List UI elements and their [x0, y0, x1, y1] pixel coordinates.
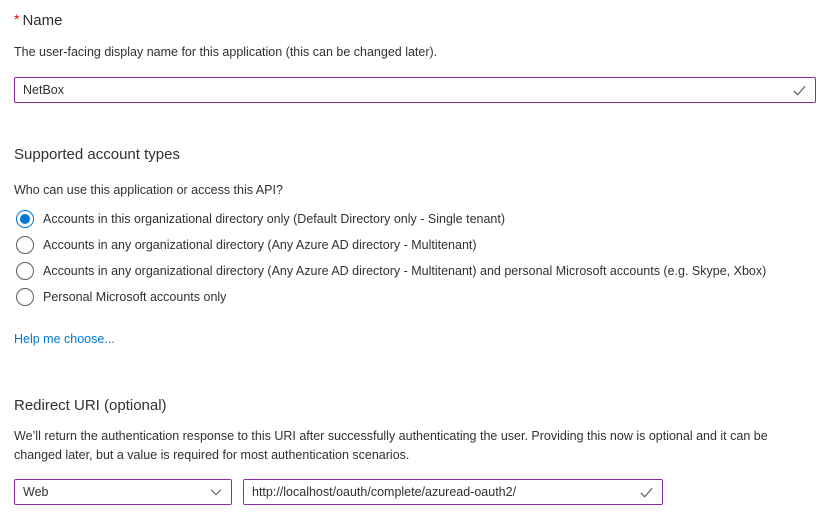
radio-option-personal-only[interactable] [16, 284, 816, 310]
radio-option-label: Personal Microsoft accounts only [43, 290, 227, 304]
redirect-uri-input[interactable] [252, 485, 633, 499]
redirect-uri-controls [14, 479, 816, 505]
redirect-uri-input-wrapper [243, 479, 663, 505]
account-types-heading: Supported account types [14, 146, 180, 163]
help-link-row [14, 330, 816, 348]
name-input-wrapper [14, 77, 816, 103]
radio-option-single-tenant[interactable] [16, 206, 816, 232]
checkmark-icon [639, 485, 654, 500]
redirect-uri-heading: Redirect URI (optional) [14, 397, 167, 414]
platform-select[interactable] [14, 479, 232, 505]
radio-option-label: Accounts in any organizational directory (Any Azure AD directory - Multitenant) [43, 238, 477, 252]
radio-option-multitenant-personal[interactable] [16, 258, 816, 284]
checkmark-icon [792, 83, 807, 98]
app-registration-form [0, 10, 829, 505]
name-section-heading [14, 10, 816, 31]
account-types-question: Who can use this application or access this API? [14, 183, 283, 197]
help-me-choose-link[interactable]: Help me choose... [14, 332, 115, 346]
radio-button-icon[interactable] [16, 262, 34, 280]
radio-button-icon[interactable] [16, 236, 34, 254]
name-input[interactable] [23, 83, 786, 97]
name-description: The user-facing display name for this application (this can be changed later). [14, 45, 438, 59]
radio-button-selected-icon[interactable] [16, 210, 34, 228]
chevron-down-icon [209, 485, 223, 499]
redirect-uri-description: We’ll return the authentication response to this URI after successfully authenticating the user. Providing this now is optional and it can be changed later, but a value is required for most authentication scenarios. [14, 429, 768, 462]
account-types-radio-group [14, 206, 816, 310]
platform-select-value: Web [23, 485, 49, 499]
name-section-title: Name [22, 12, 63, 29]
required-marker: * [14, 11, 20, 27]
radio-option-label: Accounts in any organizational directory (Any Azure AD directory - Multitenant) and personal Microsoft accounts (e.g. Skype, Xbox) [43, 264, 767, 278]
radio-option-label: Accounts in this organizational directory only (Default Directory only - Single tenant) [43, 212, 506, 226]
radio-button-icon[interactable] [16, 288, 34, 306]
radio-option-multitenant[interactable] [16, 232, 816, 258]
